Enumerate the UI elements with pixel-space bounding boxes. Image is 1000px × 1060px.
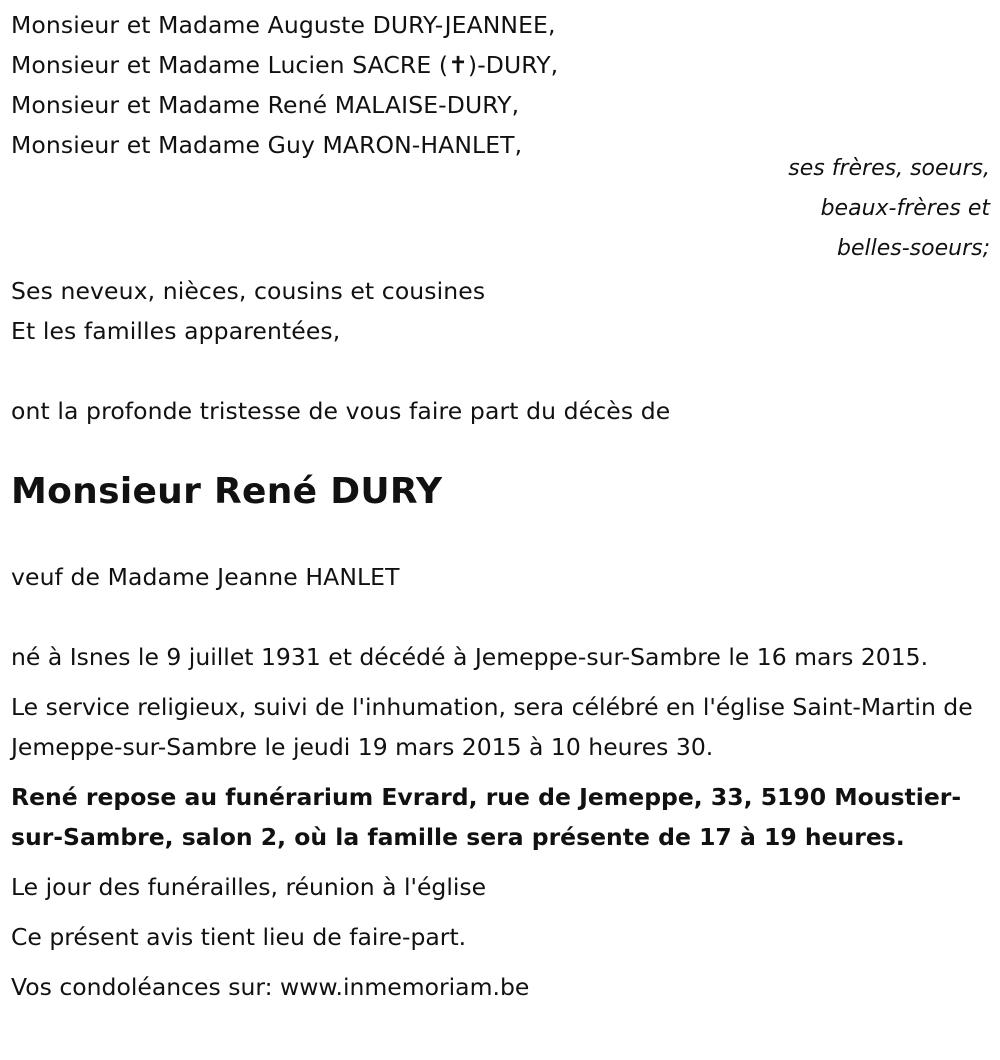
service-text: Le service religieux, suivi de l'inhumation, sera célébré en l'église Saint-Martin de Jemeppe-sur-Sambre le jeudi 19 mars 2015 à 10 heures 30. bbox=[11, 693, 973, 761]
family-line-1: Monsieur et Madame Auguste DURY-JEANNEE, bbox=[11, 11, 556, 39]
widow-of: veuf de Madame Jeanne HANLET bbox=[11, 563, 400, 591]
relation-line-2: beaux-frères et bbox=[820, 196, 990, 221]
family-line-3: Monsieur et Madame René MALAISE-DURY, bbox=[11, 91, 520, 119]
extended-line-2: Et les familles apparentées, bbox=[11, 317, 341, 345]
family-line-2: Monsieur et Madame Lucien SACRE (✝)-DURY, bbox=[11, 51, 559, 79]
family-list bbox=[11, 5, 990, 165]
obituary-notice bbox=[0, 5, 1000, 1060]
extended-family bbox=[11, 271, 990, 351]
notice-text: Ce présent avis tient lieu de faire-part. bbox=[11, 923, 467, 951]
meeting-text: Le jour des funérailles, réunion à l'église bbox=[11, 873, 487, 901]
deceased-name: Monsieur René DURY bbox=[11, 471, 443, 512]
relation-line-3: belles-soeurs; bbox=[837, 236, 990, 261]
birth-death-text: né à Isnes le 9 juillet 1931 et décédé à Jemeppe-sur-Sambre le 16 mars 2015. bbox=[11, 643, 929, 671]
announcement-text: ont la profonde tristesse de vous faire part du décès de bbox=[11, 397, 671, 425]
relation-line-1: ses frères, soeurs, bbox=[788, 156, 990, 181]
funerarium-text: René repose au funérarium Evrard, rue de Jemeppe, 33, 5190 Moustier-sur-Sambre, salon 2, où la famille sera présente de 17 à 19 heures. bbox=[11, 783, 962, 851]
condolences-text: Vos condoléances sur: www.inmemoriam.be bbox=[11, 973, 530, 1001]
extended-line-1: Ses neveux, nièces, cousins et cousines bbox=[11, 277, 486, 305]
relation-note bbox=[11, 149, 990, 269]
family-line-4: Monsieur et Madame Guy MARON-HANLET, bbox=[11, 131, 523, 159]
